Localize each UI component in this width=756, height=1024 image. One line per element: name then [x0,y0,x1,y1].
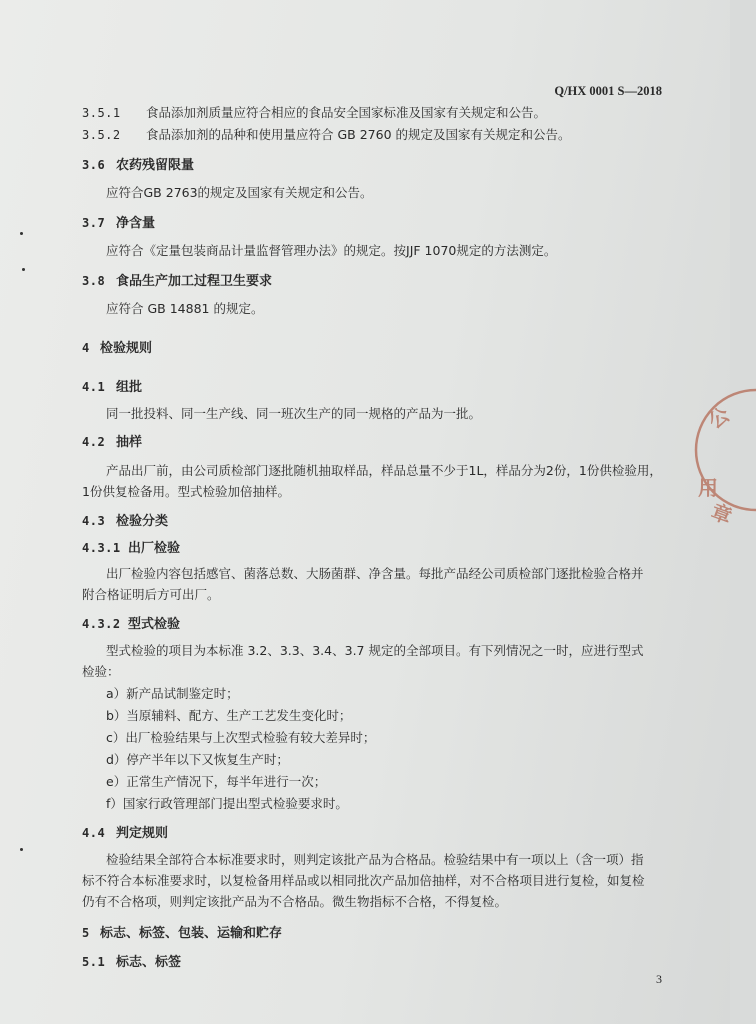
section-number: 4.2 [82,435,106,449]
section-number: 4.3.1 [82,541,121,555]
scan-speck [20,232,23,235]
list-item: f）国家行政管理部门提出型式检验要求时。 [106,796,348,811]
clause-3-5-1 [82,105,546,121]
section-heading-5-1 [82,954,181,971]
clause-text: 食品添加剂质量应符合相应的食品安全国家标准及国家有关规定和公告。 [146,105,547,120]
paragraph-line: 型式检验的项目为本标准 3.2、3.3、3.4、3.7 规定的全部项目。有下列情况之一时，应进行型式 [106,643,644,658]
section-heading-3-6 [82,157,194,174]
section-number: 3.8 [82,274,106,288]
chapter-title: 检验规则 [100,341,153,356]
list-item: c）出厂检验结果与上次型式检验有较大差异时； [106,730,376,745]
section-number: 4.3 [82,514,106,528]
section-number: 4.1 [82,380,106,394]
section-number: 5.1 [82,955,106,969]
section-title: 检验分类 [116,514,169,529]
paragraph-line: 1份供复检备用。型式检验加倍抽样。 [82,484,290,499]
section-number: 4.4 [82,826,106,840]
clause-3-5-2 [82,127,571,143]
stamp-char: 用 [698,476,718,500]
list-item: d）停产半年以下又恢复生产时； [106,752,289,767]
document-identifier: Q/HX 0001 S—2018 [554,84,662,98]
section-heading-3-7 [82,215,155,232]
section-heading-4-3-1 [82,540,180,557]
paragraph: 应符合《定量包装商品计量监督管理办法》的规定。按JJF 1070规定的方法测定。 [106,243,557,258]
scan-speck [22,268,25,271]
section-heading-4-4 [82,825,168,842]
section-heading-4-2 [82,434,142,451]
clause-text: 食品添加剂的品种和使用量应符合 GB 2760 的规定及国家有关规定和公告。 [146,127,571,142]
chapter-title: 标志、标签、包装、运输和贮存 [100,926,283,941]
section-number: 3.6 [82,158,106,172]
section-title: 组批 [116,380,143,395]
section-number: 3.7 [82,216,106,230]
paragraph-line: 标不符合本标准要求时，以复检备用样品或以相同批次产品加倍抽样，对不合格项目进行复检，如复检 [82,873,645,888]
paragraph-line: 出厂检验内容包括感官、菌落总数、大肠菌群、净含量。每批产品经公司质检部门逐批检验合格并 [106,566,644,581]
paragraph-line: 附合格证明后方可出厂。 [82,587,220,602]
section-heading-4-3 [82,513,168,530]
section-heading-3-8 [82,273,272,290]
section-title: 出厂检验 [128,541,181,556]
section-number: 4.3.2 [82,617,121,631]
scan-speck [20,848,23,851]
clause-number: 3.5.2 [82,128,121,142]
section-title: 判定规则 [116,826,169,841]
clause-number: 3.5.1 [82,106,121,120]
section-heading-4-1 [82,379,142,396]
chapter-heading-4 [82,340,152,357]
list-item: b）当原辅料、配方、生产工艺发生变化时； [106,708,352,723]
section-heading-4-3-2 [82,616,180,633]
paragraph-line: 产品出厂前，由公司质检部门逐批随机抽取样品，样品总量不少于1L，样品分为2份，1份供检验用， [106,463,662,478]
page-number: 3 [656,972,662,986]
paragraph-line: 检验： [82,664,120,679]
section-title: 型式检验 [128,617,181,632]
section-title: 食品生产加工过程卫生要求 [116,274,273,289]
chapter-number: 5 [82,926,90,940]
chapter-heading-5 [82,925,282,942]
paragraph: 应符合GB 2763的规定及国家有关规定和公告。 [106,185,373,200]
paragraph: 同一批投料、同一生产线、同一班次生产的同一规格的产品为一批。 [106,406,482,421]
list-item: a）新产品试制鉴定时； [106,686,239,701]
paragraph-line: 检验结果全部符合本标准要求时，则判定该批产品为合格品。检验结果中有一项以上（含一项）指 [106,852,644,867]
section-title: 净含量 [116,216,156,231]
stamp-char: 章 [707,499,735,529]
paragraph-line: 仍有不合格项，则判定该批产品为不合格品。微生物指标不合格，不得复检。 [82,894,508,909]
paragraph: 应符合 GB 14881 的规定。 [106,301,264,316]
stamp-char: 公 [703,402,734,434]
official-stamp [696,380,756,529]
chapter-number: 4 [82,341,90,355]
section-title: 抽样 [116,435,143,450]
section-title: 标志、标签 [116,955,182,970]
section-title: 农药残留限量 [116,158,195,173]
list-item: e）正常生产情况下，每半年进行一次； [106,774,327,789]
